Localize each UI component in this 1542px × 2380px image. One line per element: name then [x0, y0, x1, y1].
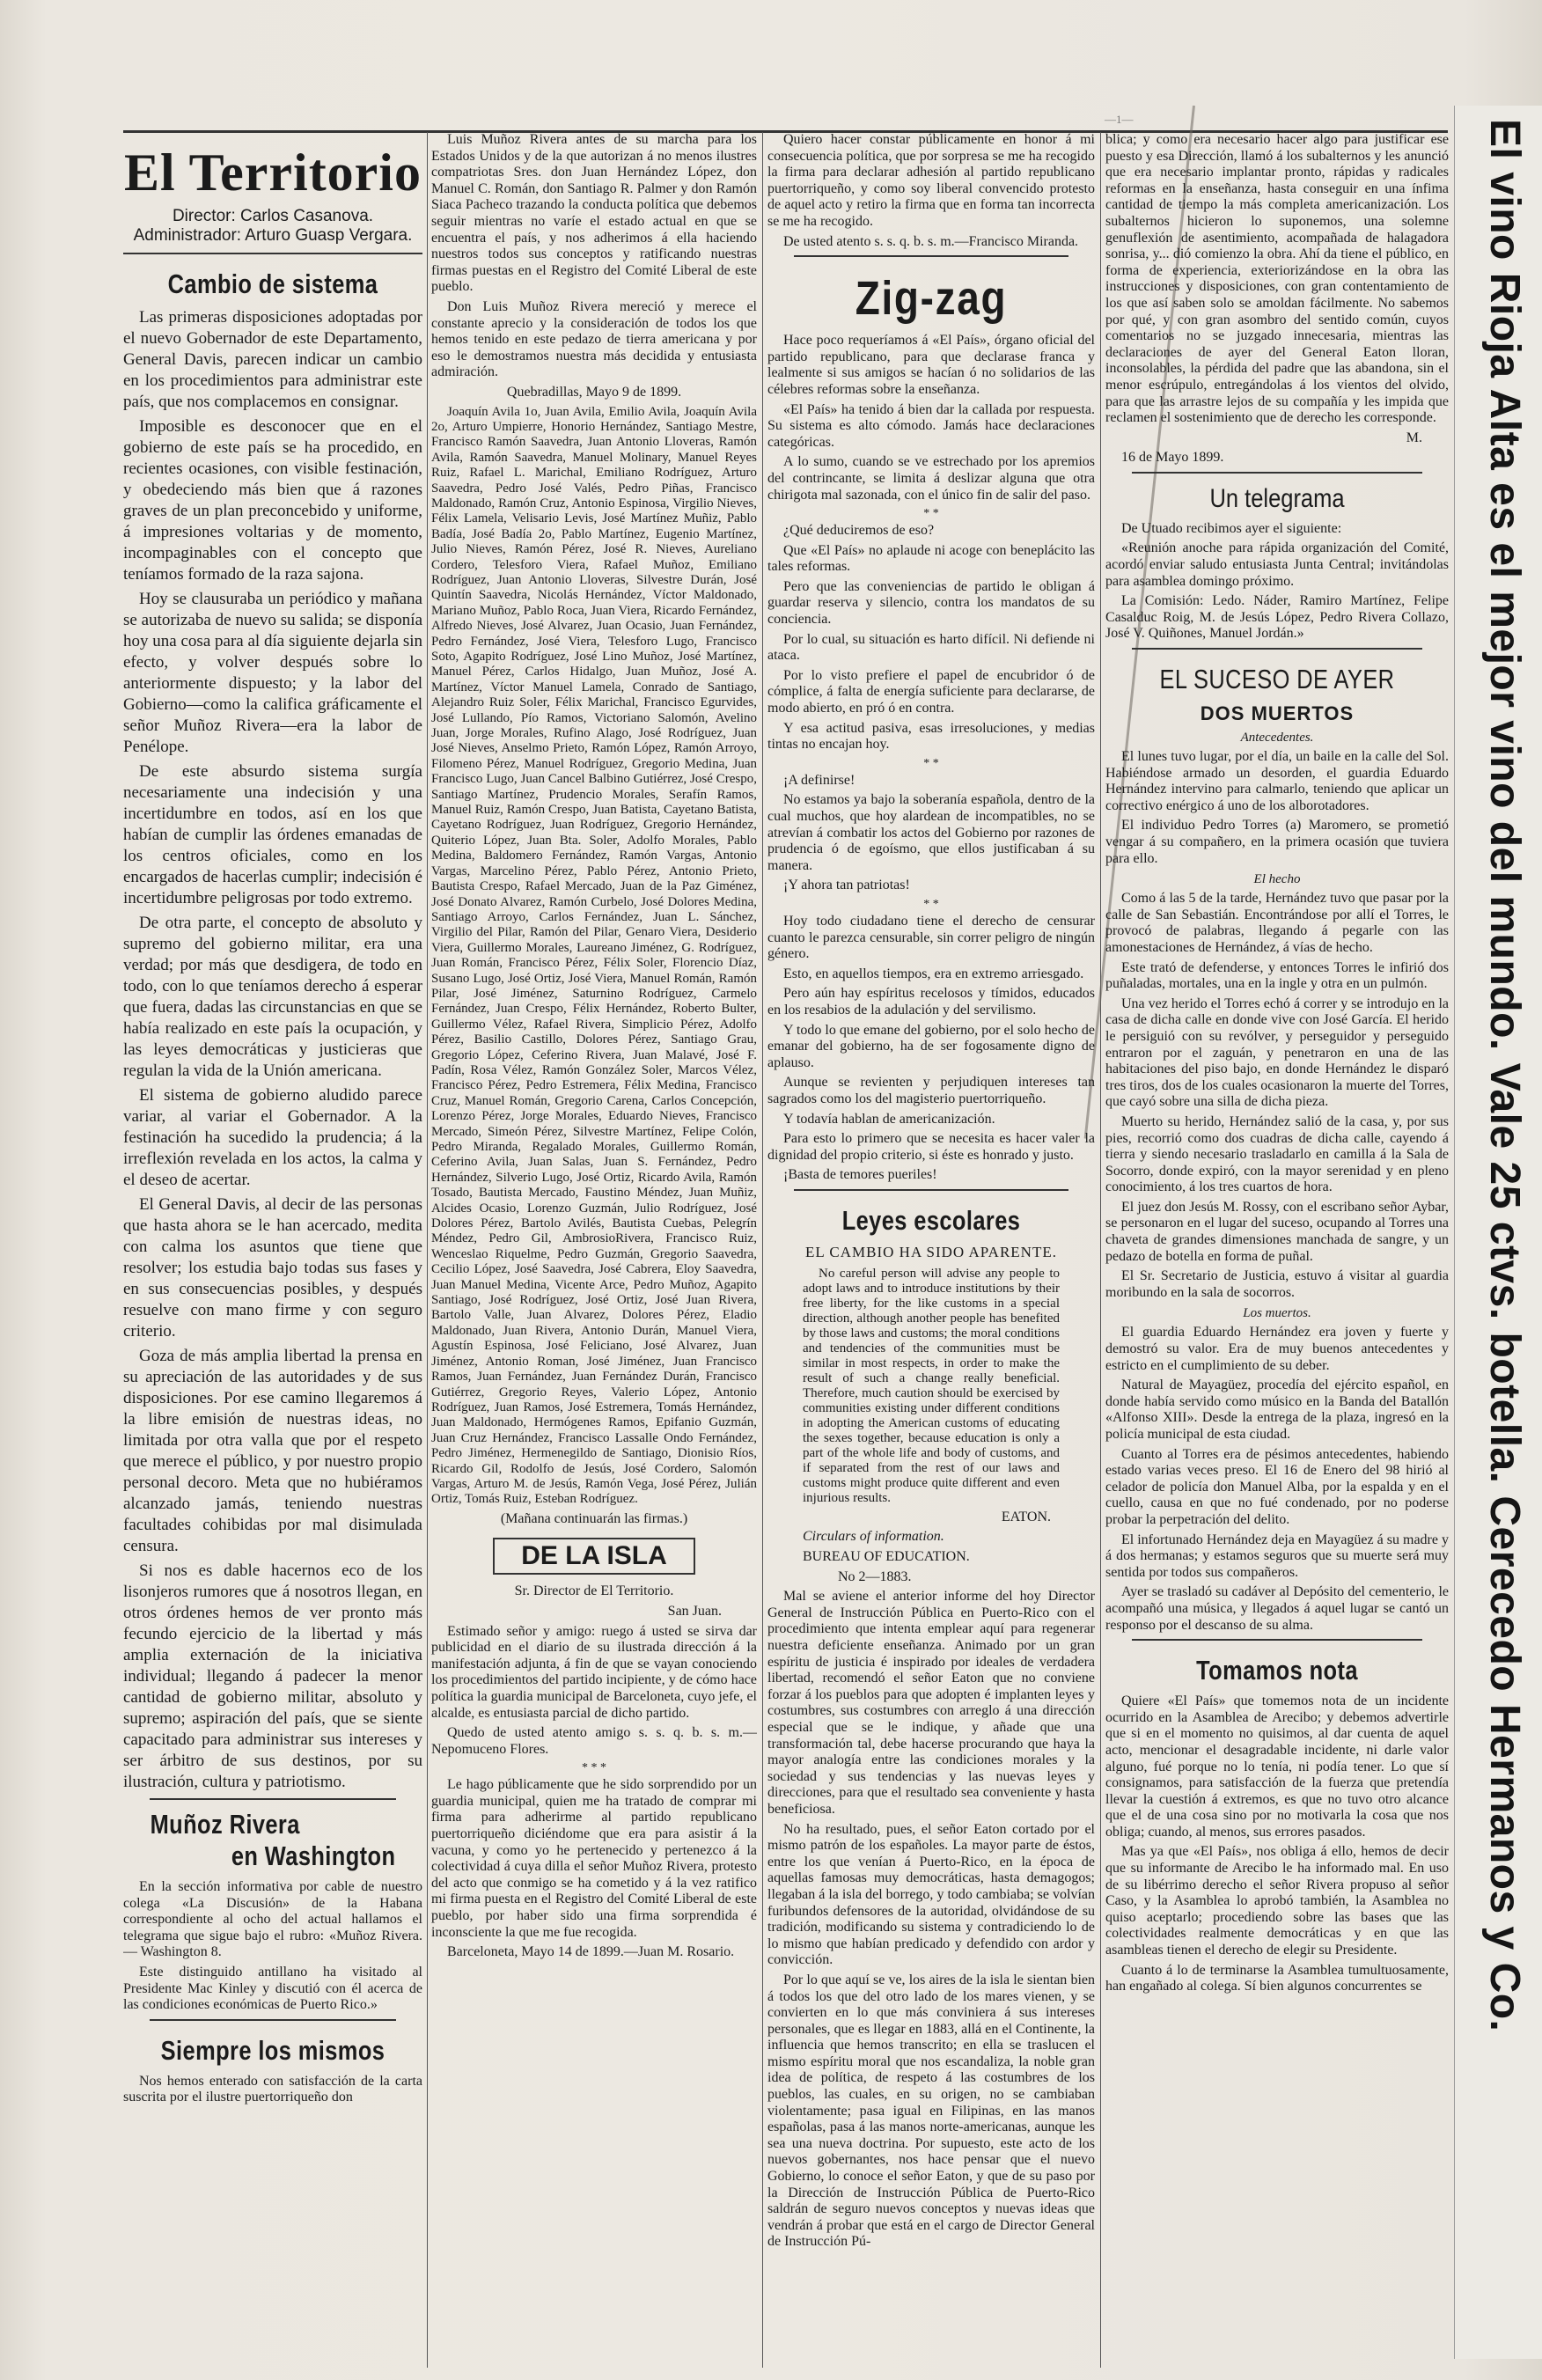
quotation-english: No careful person will advise any people to adopt laws and to introduce institutions by their free liberty, for the like customs in a special direction, although another people has benefited by those laws and customs; the moral conditions and tendencies of the communities must be similar in most respects, in order to make the result of such a change really beneficial. Therefore, much caution should be exercised by communities existing under different conditions in adopting the American customs of educating the sexes together, because education is only a part of the whole life and body of customs, and if separated from the rest of our laws and customs might produce quite different and even injurious results. [803, 1266, 1060, 1505]
paragraph: La Comisión: Ledo. Náder, Ramiro Martínez, Felipe Casalduc Roig, M. de Jesús López, Pedro Rivera Collazo, José V. Quiñones, Manuel Jordán.» [1105, 593, 1449, 642]
paragraph: «Reunión anoche para rápida organización del Comité, acordó enviar saludo entusiasta Junta Central; invitándolas para asamblea domingo próximo. [1105, 540, 1449, 589]
paragraph: Por lo visto prefiere el papel de encubridor ó de cómplice, á falta de energía suficiente para declararse, de modo abierto, en pró ó en contra. [767, 667, 1095, 716]
column-separator [762, 132, 763, 2368]
paragraph: El Sr. Secretario de Justicia, estuvo á visitar al guardia moribundo en la sala de socorros. [1105, 1268, 1449, 1300]
paragraph: «El País» ha tenido á bien dar la callada por respuesta. Su sistema es alto cómodo. Jamás hace declaraciones categóricas. [767, 401, 1095, 450]
paragraph: Don Luis Muñoz Rivera mereció y merece el constante aprecio y la consideración de todos los que hemos tenido en este pedazo de tierra americana y por eso le demostramos nuestra más decidida y entusiasta admiración. [431, 298, 757, 380]
side-advertisement-text: El vino Rioja Alta es el mejor vino del mundo. Vale 25 ctvs. botella. Cerecedo Hermanos y Co. [1481, 119, 1528, 2032]
divider-stars: * * [923, 507, 939, 521]
headline-siempre-los-mismos: Siempre los mismos [160, 2034, 386, 2066]
column-separator [427, 132, 428, 2368]
headline-leyes-escolares: Leyes escolares [841, 1204, 1021, 1236]
paragraph: De Utuado recibimos ayer el siguiente: [1121, 520, 1342, 536]
paragraph: Nos hemos enterado con satisfacción de la carta suscrita por el ilustre puertorriqueño don [123, 2073, 422, 2105]
masthead-title: El Territorio [124, 143, 422, 202]
paragraph: Natural de Mayagüez, procedía del ejército español, en donde había servido como músico en la Banda del Batallón «Alfonso XIII». Desde la entrega de la plaza, ingresó en la policía municipal de esta ciudad. [1105, 1377, 1449, 1442]
section-label: El hecho [1253, 872, 1301, 887]
paragraph: Para esto lo primero que se necesita es hacer valer la dignidad del propio criterio, si éste es honrado y justo. [767, 1131, 1095, 1163]
divider [794, 1189, 1068, 1191]
divider-stars: * * [923, 756, 939, 770]
paragraph: El sistema de gobierno aludido parece variar, al variar el Gobernador. A la festinación ha sucedido la prudencia; á la irreflexión revelada en los actos, la calma y el deseo de acertar. [123, 1086, 422, 1189]
paragraph: Hoy todo ciudadano tiene el derecho de censurar cuanto le parezca censurable, sin correr peligro de ningún género. [767, 913, 1095, 962]
paragraph: Imposible es desconocer que en el gobierno de este país se ha procedido, en recientes ocasiones, con visible festinación, y obedeciendo más bien que á razones graves de un plan preconcebido y uniforme, á impresiones voltarias y de momento, incompaginables con el concepto que teníamos formado de la raza sajona. [123, 417, 422, 584]
subheadline-dos-muertos: DOS MUERTOS [1200, 702, 1355, 725]
divider [1132, 648, 1422, 650]
paragraph: De este absurdo sistema surgía necesariamente una indecisión y una incertidumbre en todos, así en los que habían de cumplir las órdenes emanadas de los centros oficiales, como en los encargados de hacerlas cumplir; indecisión é incertidumbre peligrosas por todo extremo. [123, 762, 422, 907]
headline-de-la-isla: DE LA ISLA [493, 1538, 695, 1575]
paragraph: Y todavía hablan de americanización. [783, 1111, 995, 1127]
paragraph: Pero aún hay espíritus recelosos y tímidos, educados en los resabios de la adulación y del servilismo. [767, 986, 1095, 1017]
column-1 [123, 132, 422, 2372]
paragraph: Que «El País» no aplaude ni acoge con beneplácito las tales reformas. [767, 542, 1095, 575]
salutation: Sr. Director de El Territorio. [514, 1583, 674, 1599]
paragraph: El juez don Jesús M. Rossy, con el escribano señor Aybar, se personaron en el lugar del suceso, ocupando al Torres una chaveta de grandes dimensiones manchada de sangre, y un pedazo de botella en forma de puñal. [1105, 1199, 1449, 1264]
masthead-administrador: Administrador: Arturo Guasp Vergara. [133, 226, 413, 245]
column-3 [767, 132, 1095, 2372]
quotation-source: Circulars of information. [803, 1529, 944, 1545]
divider-stars: * * [923, 897, 939, 911]
paragraph: Una vez herido el Torres echó á correr y se introdujo en la casa de dicha calle en donde vive con José García. El herido le persiguió con su revólver, y perseguidor y perseguido entraron por el zaguán, y penetraron en una de las habitaciones del piso bajo, en donde Hernández le disparó tres tiros, dos de los cuales ocasionaron la muerte del Torres, que cayó sobre una silla de dicha pieza. [1105, 995, 1449, 1110]
paragraph: El infortunado Hernández deja en Mayagüez á su madre y á dos hermanas; y estamos seguros que su muerte será muy sentida por todos sus compañeros. [1105, 1532, 1449, 1580]
divider-stars: * * * [582, 1761, 606, 1775]
salutation-place: San Juan. [667, 1603, 722, 1619]
paragraph: Le hago públicamente que he sido sorprendido por un guardia municipal, quien me ha tratado de comprar mi firma para adherirme al partido republicano puertorriqueño diciéndome que era para asistir á la vacuna, y como yo he pertenecido y pertenezco á la colectividad á cuya dilla el señor Muñoz Rivera, protesto del acto que conmigo se ha cometido y á la vez ratifico mi firma puesta en el Registro del Comité Liberal de este pueblo, por haber sido una firma sorprendida é inconsciente la que me fue recogida. [431, 1777, 757, 1940]
paragraph: Hoy se clausuraba un periódico y mañana se autorizaba de nuevo su salida; se disponía hoy una cosa para al día siguiente dejarla sin efecto, y volver después sobre lo anteriormente dispuesto; y la labor del Gobierno—como la califica gráficamente el señor Muñoz Rivera—era la labor de Penélope. [123, 590, 422, 756]
signature: Barceloneta, Mayo 14 de 1899.—Juan M. Rosario. [447, 1944, 735, 1960]
quotation-source: BUREAU OF EDUCATION. [803, 1549, 970, 1565]
paragraph: Luis Muñoz Rivera antes de su marcha para los Estados Unidos y de la que autorizan á no menos ilustres compatriotas Sres. don Juan Hernández López, don Manuel C. Román, don Santiago R. Palmer y don Ramón Siaca Pacheco trazando la conducta política que debemos seguir mientras no varíe el estado actual en que se encuentra el país, y nos adherimos á ella haciendo nuestros todos sus conceptos y ratificando nuestras firmas puestas en el Registro del Comité Liberal de este pueblo. [431, 132, 757, 295]
paragraph: En la sección informativa por cable de nuestro colega «La Discusión» de la Habana correspondiente al ocho del actual hallamos el telegrama que sigue bajo el rubro: «Muñoz Rivera.— Washington 8. [123, 1879, 422, 1960]
quotation-source: No 2—1883. [838, 1568, 912, 1584]
paragraph: Por lo cual, su situación es harto difícil. Ni defiende ni ataca. [767, 631, 1095, 664]
divider [150, 1798, 396, 1800]
divider [150, 2019, 396, 2021]
headline-zig-zag: Zig-zag [855, 272, 1008, 326]
paragraph: Las primeras disposiciones adoptadas por el nuevo Gobernador de este Departamento, General Davis, parecen indicar un cambio en los procedimientos para administrar este país, que nos complacemos en consignar. [123, 308, 422, 411]
paragraph: Quiere «El País» que tomemos nota de un incidente ocurrido en la Asamblea de Arecibo; y debemos advertirle que si en el momento no quisimos, al dar cuenta de aquel acto, mencionar el desagradable incidente, ni darle valor alguno, fué porque no lo tenía, ni podía tener. Lo que sí consignamos, para satisfacción de la fuerza que pretendía llevar la cuestión á extremos, es que no tuvo otro alcance que el de una cosa sino por no motivarla la cosa que nos obliga; cuando, al menos, sus errores pasados. [1105, 1693, 1449, 1840]
dateline: Quebradillas, Mayo 9 de 1899. [506, 384, 682, 400]
signature-list: Joaquín Avila 1o, Juan Avila, Emilio Avila, Joaquín Avila 2o, Arturo Umpierre, Honorio Hernández, Santiago Mestre, Francisco Ramón Saavedra, Juan Antonio Lloveras, Ramón Avila, Ramón Saavedra, Manuel Molinary, Manuel Reyes Ruiz, Rafael L. Marichal, Emiliano Rodríguez, Arturo Saavedra, Pedro José Valés, Pedro Piñas, Francisco Maldonado, Ramón Cruz, Antonio Espinosa, Virgilio Nieves, Félix Lamela, Velisario Levis, José Martínez Muñiz, Pablo Badía, José Badía 2o, Pablo Martínez, Eugenio Martínez, Julio Nieves, Ramón Pérez, José R. Nieves, Aureliano Cordero, Telesforo Viera, Rafael Muñoz, Emiliano Rodríguez, Juan Antonio Lloveras, Silvestre Durán, José Quintín Saavedra, Nicolás Hernández, Víctor Maldonado, Mariano Muñoz, Pablo Roca, Juan Viera, Ricardo Fernández, Alfredo Nieves, José Alvarez, Juan Ocasio, Juan Fernández, Pedro Fernández, José Viera, Telesforo Lugo, Francisco Soto, Agapito Rodríguez, José Lino Muñoz, José Martínez, Manuel Pérez, Carlos Hidalgo, Juan Muñoz, José A. Martínez, Víctor Manuel Lamela, Conrado de Santiago, Alejandro Ruiz Soler, Félix Marichal, Francisco Egurvides, José Lullando, Pío Ramos, Victoriano Salomón, Avelino Juan, Jorge Morales, Rufino Alago, José Rodríguez, Juan José Nieves, Anselmo Prieto, Ramón López, Ramón Arroyo, Filomeno Pérez, Manuel Rodríguez, Gregorio Medina, Juan Francisco Lugo, Juan Cancel Balbino Gutiérrez, José Crespo, Santiago Martínez, Prudencio Morales, Serafín Ramos, Manuel Ruiz, Ramón Crespo, Juan Batista, Cayetano Batista, Cayetano Rodríguez, Juan Rodríguez, Gregorio Hernández, Quiterio López, Juan Bta. Soler, Adolfo Morales, Pablo Medina, Baldomero Fernández, Ramón Vargas, Antonio Vargas, Marcelino Pérez, Pablo Pérez, Antonio Prieto, Bautista Crespo, Rafael Mercado, Juan de la Paz Giménez, José Donato Alvarez, Ramón Curbelo, José Dolores Medina, Santiago Arroyo, Carlos Fernández, Juan L. Sánchez, Virgilio del Pilar, Ramón del Pilar, Genaro Viera, Desiderio Viera, Guillermo Morales, Laureano Jiménez, G. Rodríguez, Juan Román, Francisco Pérez, Félix Soler, Florencio Díaz, Susano Lugo, José Ortiz, José Viera, Manuel Román, Ramón Pilar, José Jiménez, Saturnino Rodríguez, Carmelo Fernández, Juan Crespo, Félix Hernández, Roberto Bulter, Guillermo Vélez, Rafael Rivera, Simplicio Pérez, Adolfo Pérez, Basilio Castillo, Dolores Pérez, Santiago Grau, Gregorio López, Ceferino Rivera, Juan Malavé, José F. Padín, Rosa Vélez, Ramón González Soler, Marcos Vélez, Francisco Pérez, Pedro Estremera, Félix Medina, Francisco Cruz, Manuel Román, Gregorio Carena, Carlos Concepción, Lorenzo Pérez, Jorge Morales, Eduardo Nieves, Francisco Mercado, Simeón Pérez, Silvestre Martínez, Felipe Colón, Pedro Miranda, Regalado Morales, Guillermo Román, Ceferino Avila, Juan Salas, Juan S. Fernández, Pedro Hernández, Silverio Lugo, José Ortiz, Ricardo Avila, Ramón Tosado, Bautista Mercado, Faustino Méndez, Juan Muñiz, Alcides Ocasio, Lorenzo Guzmán, Julio Rodríguez, José Dolores Pérez, Bartolo Avilés, Bautista Cuebas, Pelegrín Méndez, Pedro Gil, AmbrosioRivera, Francisco Ruiz, Wenceslao Riquelme, Pedro Guzmán, Gregorio Saavedra, Cecilio López, José Saavedra, José Cabrera, Eloy Saavedra, Juan Manuel Medina, Vicente Arce, Pedro Muñoz, Agapito Santiago, José Rodríguez, José Ortiz, José Juan Rivera, Bartolo Valle, Juan Alvarez, Dolores Pérez, Eladio Maldonado, Juan Rivera, Antonio Durán, Manuel Viera, Agustín Espinosa, José Feliciano, José Alvarez, Juan Jiménez, Antonio Roman, José Jiménez, Juan Francisco Ramos, Juan Fernández, Juan Fernández Durán, Francisco Gutiérrez, Gregorio Reyes, Valerio López, Antonio Rodríguez, Juan Ramos, José Estremera, Tomás Hernández, Juan Maldonado, Hermógenes Ramos, Epifanio Guzmán, Juan Cruz Hernández, Francisco Lassalle Ondo Fernández, Pedro Jiménez, Hermenegildo de Santiago, Dionisio Ríos, Ricardo Gil, Rodolfo de Jesús, José Cordero, Salomón Vargas, Arturo M. de Jesús, Ramón Vega, José Pérez, Julián Ortiz, Tomás Ruiz, Esteban Rodríguez. [431, 404, 757, 1507]
paragraph: Cuanto á lo de terminarse la Asamblea tumultuosamente, han engañado al colega. Sí bien algunos concurrentes se [1105, 1962, 1449, 1994]
paragraph: Aunque se revienten y perjudiquen intereses tan sagrados como los del magisterio puertorriqueño. [767, 1075, 1095, 1106]
page-mark: —1— [1105, 113, 1134, 126]
paragraph: Ayer se trasladó su cadáver al Depósito del cementerio, le acompañó una música, y llegados á aquel lugar se cantó un responso por el descanso de su alma. [1105, 1584, 1449, 1633]
quotation-author: EATON. [1001, 1509, 1051, 1524]
column-4 [1105, 132, 1449, 2372]
paragraph: Este distinguido antillano ha visitado al Presidente Mac Kinley y discutió con él acerca de las condiciones económicas de Puerto Rico.» [123, 1964, 422, 2013]
divider [123, 253, 422, 254]
initial: M. [1406, 430, 1422, 445]
section-label: Antecedentes. [1240, 731, 1314, 746]
paragraph: ¿Qué deduciremos de eso? [783, 523, 935, 539]
paragraph: No ha resultado, pues, el señor Eaton cortado por el mismo patrón de los españoles. La mayor parte de éstos, entre los que venían á Puerto-Rico, en la época de aquellas famosas muy democráticas, hasta demagogos; llegaban á la isla del borrego, y todo cambiaba; se volvían furibundos defensores de la autoridad, olvidándose de su tradición, modificando su sistema y contradiciendo lo de lo mismo que habían predicado y defendido con ardor y convicción. [767, 1821, 1095, 1968]
subheadline: EL CAMBIO HA SIDO APARENTE. [805, 1243, 1057, 1260]
paragraph: A lo sumo, cuando se ve estrechado por los apremios del contrincante, se limita á deslizar alguna que otra chirigota mal sazonada, con el único fin de salir del paso. [767, 454, 1095, 503]
paragraph: ¡Basta de temores pueriles! [783, 1167, 937, 1183]
paragraph: Por lo que aquí se ve, los aires de la isla le sientan bien á todos los que del otro lado de los mares vienen, y se convierten en lo que más conviniera á sus intereses personales, que es llegar en 1883, allá en el Continente, la influencia que hemos transcrito; en ella se traslucen el mismo espíritu moral que nos escandaliza, la noble gran idea de política, de respeto á las costumbres de los pueblos, las cuales, en su origen, no se cambiaban violentamente; pasa igual en Filipinas, en las manos españolas, pasa á las manos norte-americanas, aunque les sea una nueva doctrina. Por supuesto, este acto de los nuevos gobernantes, nos hace pensar que el nuevo Gobierno, lo conoce el señor Eaton, y que de su paso por la Dirección de Instrucción Pública de Puerto-Rico saldrán de seguro nuevos conceptos y nuevas ideas que vendrán á probar que está en el cargo de Director General de Instrucción Pú- [767, 1972, 1095, 2250]
paragraph: Estimado señor y amigo: ruego á usted se sirva dar publicidad en el diario de su ilustrada dirección á la manifestación adjunta, á fin de que se vayan conociendo los procedimientos del partido incipiente, y de cómo hace política la guardia municipal de Barceloneta, cuyo jefe, el alcalde, es entusiasta parcial de dicho partido. [431, 1623, 757, 1721]
masthead-director: Director: Carlos Casanova. [172, 207, 374, 225]
paragraph: El individuo Pedro Torres (a) Maromero, se prometió vengar á su compañero, en la primera ocasión que tuviera para ello. [1105, 818, 1449, 866]
paragraph: El General Davis, al decir de las personas que hasta ahora se le han acercado, medita con calma los asuntos que tiene que resolver; los estudia bajo todas sus fases y en sus consecuencias posibles, y después resuelve con mano firme y con seguro criterio. [123, 1195, 422, 1341]
paragraph: Quedo de usted atento amigo s. s. q. b. s. m.—Nepomuceno Flores. [431, 1725, 757, 1757]
headline-el-suceso-de-ayer: EL SUCESO DE AYER [1159, 664, 1395, 695]
paragraph: Goza de más amplia libertad la prensa en su apreciación de las autoridades y de sus disposiciones. Por ese camino llegaremos á la libre emisión de nuestras ideas, no limitada por otra valla que por el respeto que merece el público, y por nuestro propio personal decoro. Meta que no hubiéramos alcanzado jamás, teniendo nuestras facultades cohibidas por mal disimulada censura. [123, 1347, 422, 1555]
headline-tomamos-nota: Tomamos nota [1196, 1655, 1358, 1686]
paragraph: blica; y como era necesario hacer algo para justificar ese puesto y esa Dirección, llamó á los subalternos y les anunció que era necesario implantar pronto, rápidas y radicales reformas en la enseñanza, hasta conseguir en una ínfima cantidad de tiempo la más completa americanización. Los subalternos hicieron lo suponemos, una solemne genuflexión de asentimiento, acompañada de halagadora sonrisa, y... dió comienzo la obra. Ahí da tiene el público, en forma de experiencia, exteriorizándose en la obra las instrucciones y disposiciones, con gran contentamiento de los que así saben solo se amoldan fácilmente. No sabemos por qué, y con gran asombro del sentido común, cuyos comentarios no se juzgado innecesaria, mientras las declaraciones de ayer del General Eaton lloran, inconsolables, la pérdida del padre que las abandona, sin el menor escrúpulo, entregándolas á los vientos del olvido, para que las arrastre lejos de su compañía y les impida que reclamen el sostenimiento que de derecho les corresponde. [1105, 132, 1449, 426]
paragraph: Si nos es dable hacernos eco de los lisonjeros rumores que á nosotros llegan, en otros órdenes hemos de ver pronto más fecundo ejercicio de la libertad y más amplia externación de la iniciativa individual; llegando á padecer la menor cantidad de gobierno militar, absoluto y supremo; aspiración del país, que se siente capacitado para administrar sus intereses y ser árbitro de sus destinos, por su ilustración, cultura y patriotismo. [123, 1561, 422, 1791]
paragraph: Quiero hacer constar públicamente en honor á mi consecuencia política, que por sorpresa se me ha recogido la firma para declarar adhesión al partido republicano puertorriqueño, y como soy liberal convencido protesto de aquel acto y retiro la firma que en forma tan incorrecta se me ha recogido. [767, 132, 1095, 229]
paragraph: Esto, en aquellos tiempos, era en extremo arriesgado. [783, 966, 1084, 981]
paragraph: Como á las 5 de la tarde, Hernández tuvo que pasar por la calle de San Sebastián. Encontrándose por allí el Torres, le provocó de palabras, llegando á pegarle con las amonestaciones de Hernández, á vías de hecho. [1105, 891, 1449, 955]
paragraph: Pero que las conveniencias de partido le obligan á guardar reserva y silencio, contra los mandatos de su conciencia. [767, 578, 1095, 628]
paragraph: ¡Y ahora tan patriotas! [783, 878, 910, 893]
paragraph: No estamos ya bajo la soberanía española, dentro de la cual muchos, que hoy alardean de incompatibles, no se atrevían á combatir los actos del Gobierno por razones de prudencia ó de egoísmo, que ellos justificaban á su manera. [767, 792, 1095, 873]
dateline: 16 de Mayo 1899. [1121, 450, 1224, 466]
column-2 [431, 132, 757, 2372]
column-separator [1100, 132, 1101, 2368]
headline-cambio-de-sistema: Cambio de sistema [167, 268, 378, 299]
paragraph: Cuanto al Torres era de pésimos antecedentes, habiendo estado varias veces preso. El 16 de Enero del 98 hirió al celador de policía don Manuel Alba, por la espalda y en el cuello, causa en que no fué condenado, por no poderse probar la perpetración del delito. [1105, 1446, 1449, 1527]
headline-un-telegrama: Un telegrama [1209, 483, 1345, 513]
divider [1132, 1639, 1422, 1641]
paragraph: Hace poco requeríamos á «El País», órgano oficial del partido republicano, para que declarase franca y lealmente si sus amigos se hacían ó no solidarios de las célebres reformas sobre la enseñanza. [767, 333, 1095, 397]
divider [1132, 472, 1422, 474]
divider [794, 255, 1068, 257]
paragraph: Este trató de defenderse, y entonces Torres le infirió dos puñaladas, mortales, una en la ingle y otra en un pulmón. [1105, 959, 1449, 992]
paragraph: Y todo lo que emane del gobierno, por el solo hecho de emanar del gobierno, ha de ser fogosamente digno de aplauso. [767, 1022, 1095, 1070]
paragraph: Muerto su herido, Hernández salió de la casa, y, por sus pies, recorrió como dos cuadras de dicha calle, cayendo á tierra y siendo necesario trasladarlo en camilla á la Sala de Socorro, donde expiró, con la mayor serenidad y en pleno conocimiento, á los tres cuartos de hora. [1105, 1113, 1449, 1195]
continuation-note: (Mañana continuarán las firmas.) [500, 1510, 688, 1526]
signature: De usted atento s. s. q. b. s. m.—Francisco Miranda. [783, 233, 1079, 249]
paragraph: De otra parte, el concepto de absoluto y supremo del gobierno militar, era una verdad; por más que desdigera, de todo en todo, con lo que teníamos derecho á esperar que fuera, dadas las circunstancias en que se había realizado en este país la ocupación, y las leyes democráticas y justicieras que regulan la vida de la Unión americana. [123, 914, 422, 1080]
paragraph: El guardia Eduardo Hernández era joven y fuerte y demostró su valor. Era de muy buenos antecedentes y estricto en el cumplimiento de su deber. [1105, 1325, 1449, 1373]
paragraph: Mal se aviene el anterior informe del hoy Director General de Instrucción Pública en Puerto-Rico con el procedimiento que intenta emplear aquí para regenerar nuestra deficiente enseñanza. Animado por un gran espíritu de justicia é inspirado por ideales de verdadera libertad, recomendó el señor Eaton que no conviene forzar á los pueblos para que adopten é implanten leyes y costumbres, sus costumbres con arreglo á una dirección especial que se le indique, y añade que una transformación tal, debe hacerse procurando que haya la mayor analogía entre las condiciones morales y la sociedad y sus tendencias y las nuevas leyes y direcciones, para que el resultado sea conveniente y hasta beneficiosa. [767, 1589, 1095, 1817]
paragraph: El lunes tuvo lugar, por el día, un baile en la calle del Sol. Habiéndose armado un desorden, el guardia Eduardo Hernández intervino para calmarlo, teniendo que aplicar un correctivo enérgico á uno de los alborotadores. [1105, 749, 1449, 813]
paragraph: ¡A definirse! [783, 772, 855, 788]
headline-munoz-rivera: Muñoz Rivera [150, 1809, 300, 1840]
headline-en-washington: en Washington [231, 1840, 396, 1871]
paragraph: Y esa actitud pasiva, esas irresoluciones, y medias tintas no encajan hoy. [767, 720, 1095, 753]
paragraph: Mas ya que «El País», nos obliga á ello, hemos de decir que su informante de Arecibo le ha informado mal. En uso de su libérrimo derecho el señor Rivera propuso al señor Caso, y la Asamblea lo aprobó también, la Asamblea no quiso aceptarlo; procediendo sobre las bases que las colectividades realmente democráticas y en que las asambleas tienen el derecho de elegir su Presidente. [1105, 1844, 1449, 1958]
section-label: Los muertos. [1243, 1306, 1311, 1321]
